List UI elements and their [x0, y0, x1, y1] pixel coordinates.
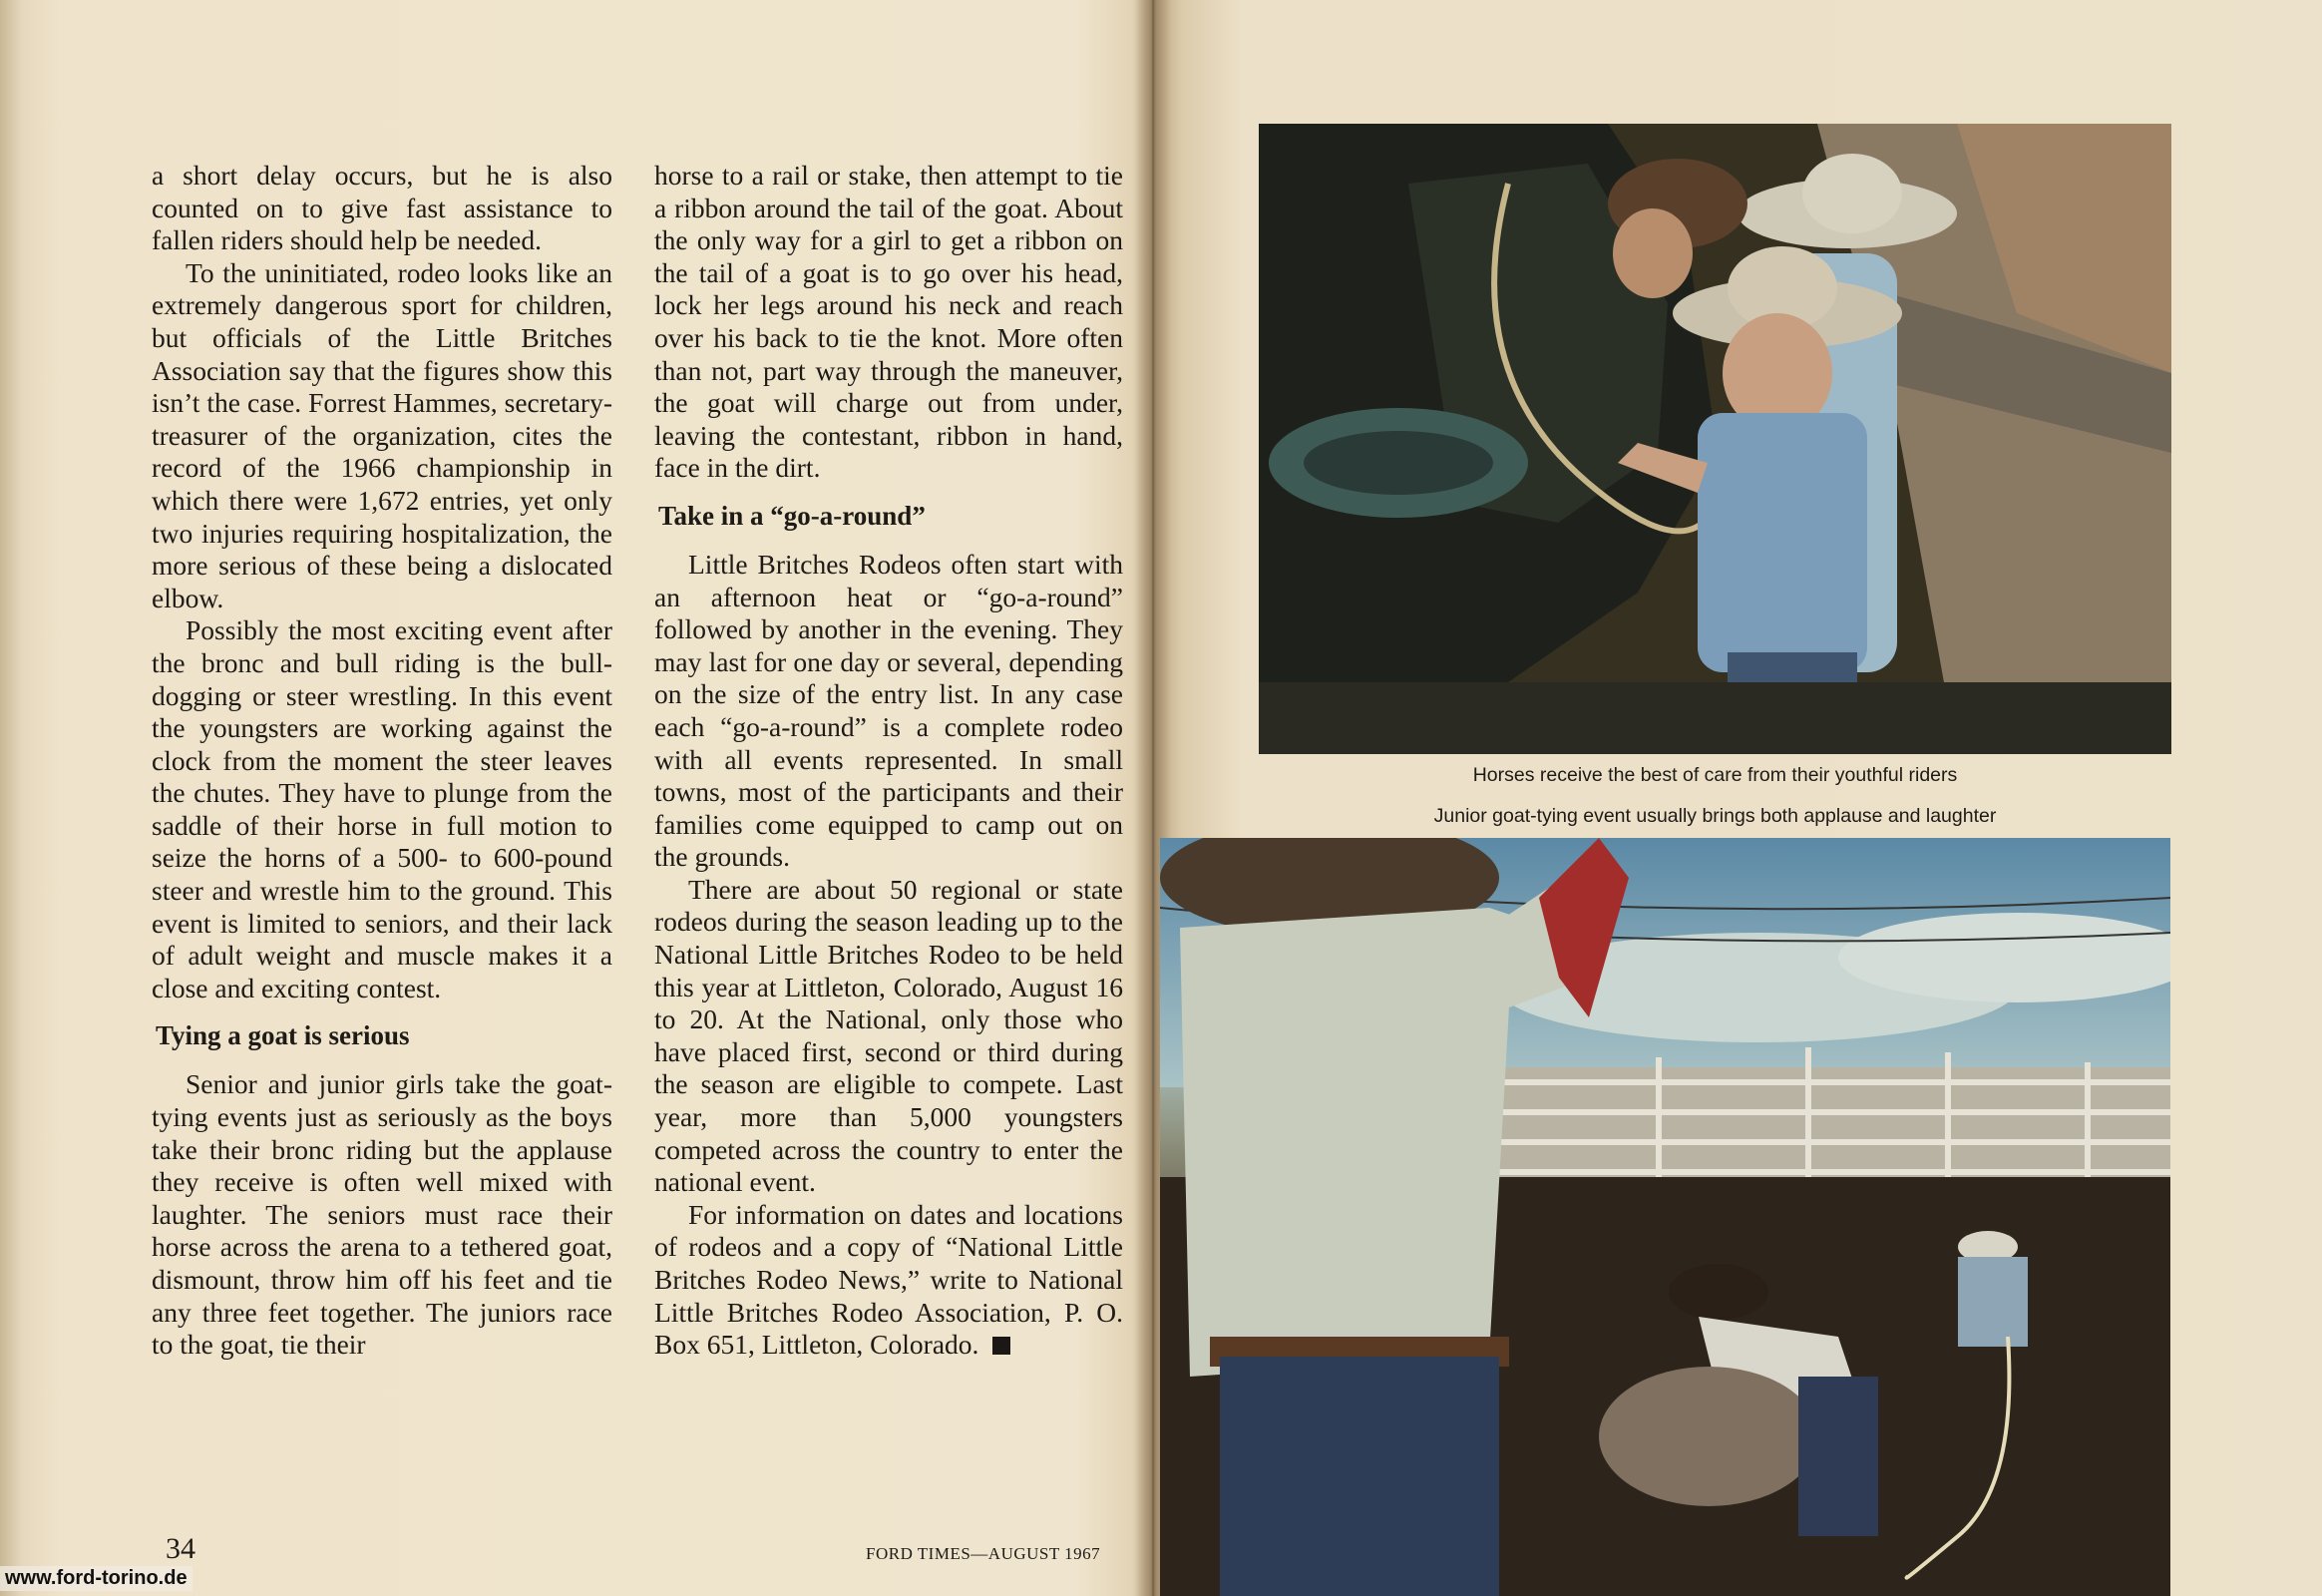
photo-horses-and-riders [1259, 124, 2171, 754]
section-heading: Tying a goat is serious [156, 1020, 410, 1051]
paragraph: There are about 50 regional or state rodeos during the season leading up to the National Little Britches Rodeo to be held this year at Littleton, Colorado, August 16 to 20. At the National, only those who have placed first, second or third during the season are eligible to compete. Last year, more than 5,000 youngsters competed across the country to enter the national event. [654, 873, 1123, 1198]
photo-goat-tying-illustration [1160, 838, 2170, 1596]
text-column-1 [152, 160, 612, 1362]
photo-horses-illustration [1259, 124, 2171, 754]
paragraph-final [654, 1199, 1123, 1362]
running-footer: FORD TIMES—AUGUST 1967 [866, 1544, 1101, 1563]
paragraph: a short delay occurs, but he is also counted on to give fast assistance to fallen riders should help be needed. [152, 160, 612, 256]
end-mark-icon [992, 1337, 1010, 1355]
photo-caption: Junior goat-tying event usually brings both applause and laughter [1433, 805, 1997, 827]
paragraph: Possibly the most exciting event after the bronc and bull riding is the bull-dogging or steer wrestling. In this event the youngsters are working against the clock from the moment the steer leaves the chutes. They have to plunge from the saddle of their horse in full motion to seize the horns of a 500- to 600-pound steer and wrestle him to the ground. This event is limited to seniors, and their lack of adult weight and muscle makes it a close and exciting contest. [152, 614, 612, 1003]
paragraph: To the uninitiated, rodeo looks like an extremely dangerous sport for children, but officials of the Little Britches Association say that the figures show this isn’t the case. Forrest Hammes, secretary-treasurer of the organization, cites the record of the 1966 championship in which there were 1,672 entries, yet only two injuries requiring hospitalization, the more serious of these being a dislocated elbow. [152, 256, 612, 613]
paragraph-text: For information on dates and locations of rodeos and a copy of “National Little Britches Rodeo News,” write to National Little Britches Rodeo Association, P. O. Box 651, Littleton, Colorado. [654, 1198, 1123, 1361]
paragraph: horse to a rail or stake, then attempt to tie a ribbon around the tail of the goat. About the only way for a girl to get a ribbon on the tail of a goat is to go over his head, lock her legs around his neck and reach over his back to tie the knot. More often than not, part way through the maneuver, the goat will charge out from under, leaving the contestant, ribbon in hand, face in the dirt. [654, 160, 1123, 484]
paragraph: Little Britches Rodeos often start with an afternoon heat or “go-a-round” followed by another in the evening. They may last for one day or several, depending on the size of the entry list. In any case each “go-a-round” is a complete rodeo with all events represented. In small towns, most of the participants and their families come equipped to camp out on the grounds. [654, 548, 1123, 873]
watermark-link[interactable]: www.ford-torino.de [0, 1566, 193, 1591]
page-number: 34 [166, 1532, 195, 1565]
section-heading: Take in a “go-a-round” [658, 500, 926, 531]
paragraph: Senior and junior girls take the goat-tying events just as seriously as the boys take their bronc riding but the applause they receive is often well mixed with laughter. The seniors must race their horse across the arena to a tethered goat, dismount, throw him off his feet and tie any three feet together. The juniors race to the goat, tie their [152, 1068, 612, 1361]
text-column-2 [654, 160, 1123, 1362]
photo-goat-tying-event [1160, 838, 2170, 1596]
photo-caption: Horses receive the best of care from their youthful riders [1472, 764, 1958, 786]
